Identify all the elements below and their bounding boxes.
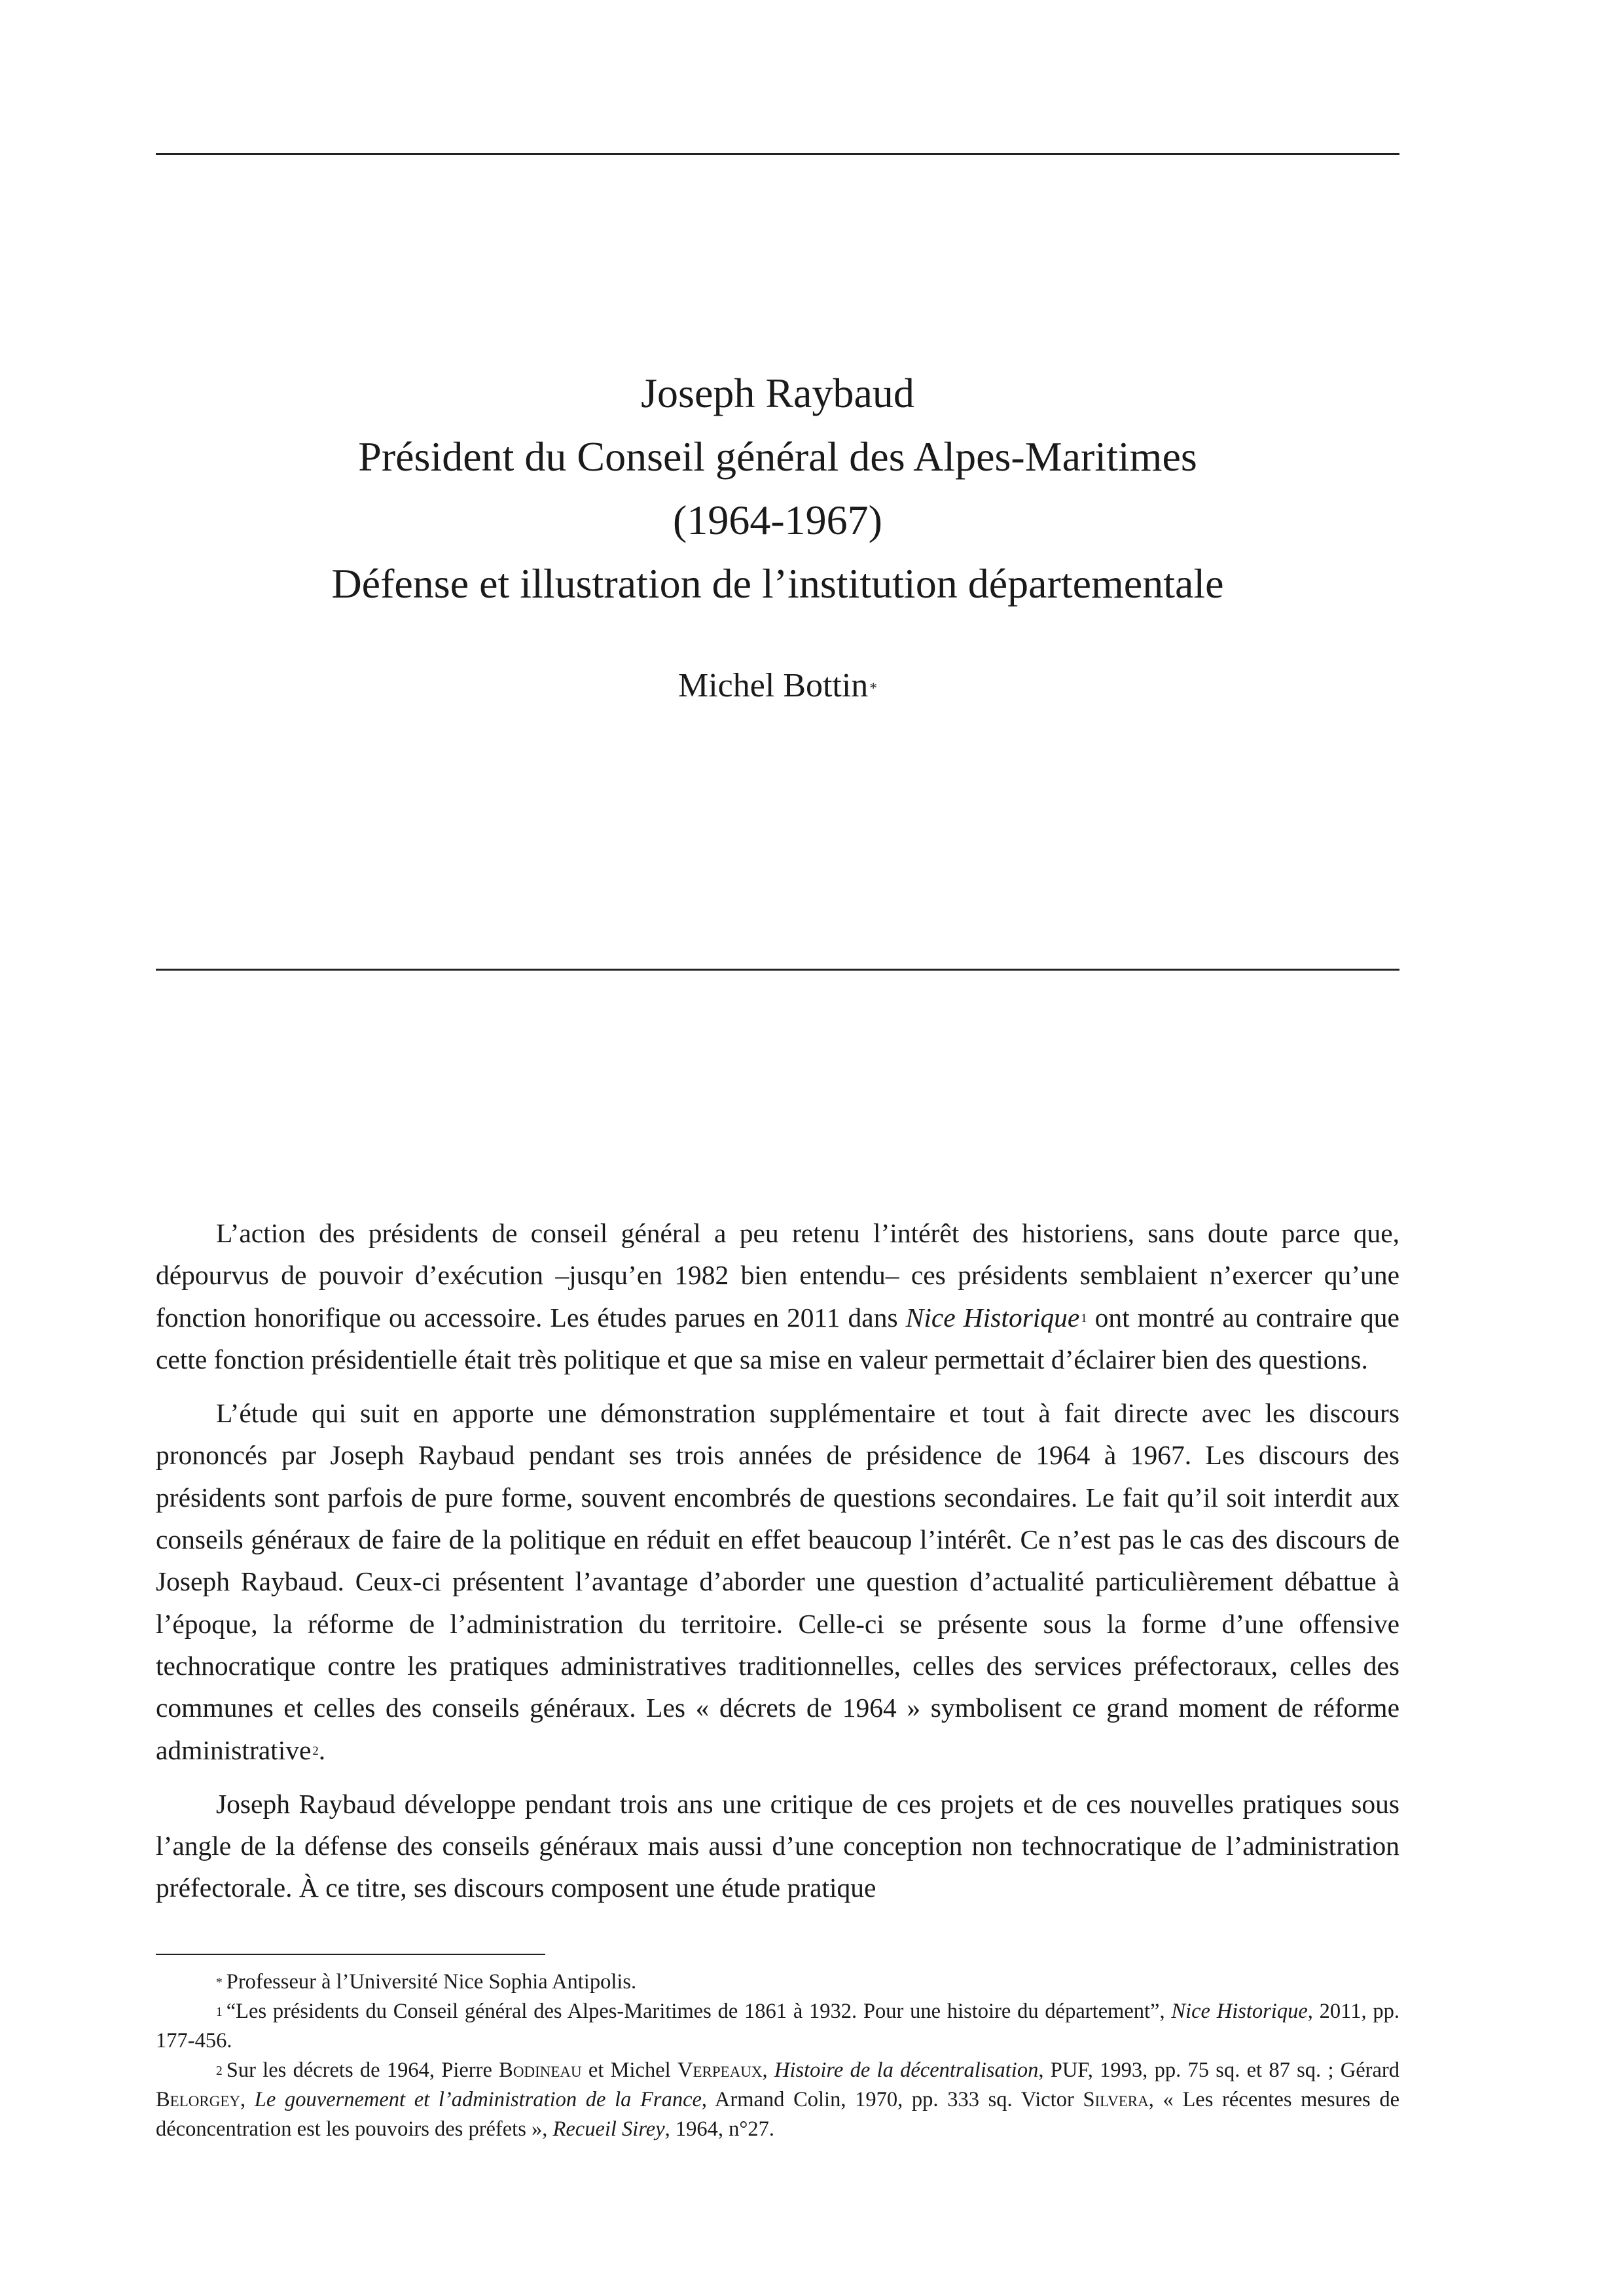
article-title bbox=[156, 361, 1399, 615]
paragraph-1-text-a: L’action des présidents de conseil général a peu retenu l’intérêt des historiens, sans doute parce que, dépourvus de pouvoir d’exécution –jusqu’en 1982 bien entendu– ces présidents semblaient n’exercer qu’une fonction honorifique ou accessoire. Les études parues en 2011 dans bbox=[156, 1218, 1399, 1333]
author-name: Michel Bottin bbox=[677, 667, 869, 704]
header-separator-rule bbox=[156, 969, 1399, 971]
footnote-ref-2[interactable]: 2 bbox=[312, 1744, 319, 1759]
footnote-star-mark: * bbox=[216, 1975, 223, 1990]
footnote-2-mark: 2 bbox=[216, 2064, 223, 2078]
footnote-2 bbox=[156, 2056, 1399, 2144]
footnote-2-part: , 1964, n°27. bbox=[664, 2117, 775, 2141]
title-line-2: Président du Conseil général des Alpes-Maritimes bbox=[358, 433, 1197, 480]
paragraph-1-text-b: ont montré au contraire que cette fonction présidentielle était très politique et que sa mise en valeur permettait d’éclairer bien des questions. bbox=[156, 1302, 1399, 1374]
author-surname: Verpeaux bbox=[677, 2058, 763, 2082]
author-surname: Belorgey bbox=[156, 2088, 240, 2111]
author-byline bbox=[156, 662, 1399, 709]
footnote-2-part: , bbox=[240, 2088, 255, 2111]
paragraph-2 bbox=[156, 1392, 1399, 1771]
top-rule bbox=[156, 153, 1399, 155]
title-line-4: Défense et illustration de l’institution départementale bbox=[331, 560, 1224, 607]
journal-title: Recueil Sirey bbox=[552, 2117, 665, 2141]
footnote-1 bbox=[156, 1997, 1399, 2056]
book-title: Le gouvernement et l’administration de la France bbox=[254, 2088, 702, 2111]
footnote-separator-rule bbox=[156, 1954, 545, 1955]
footnote-1-mark: 1 bbox=[216, 2005, 223, 2019]
paragraph-1 bbox=[156, 1212, 1399, 1380]
paragraph-1-journal-title: Nice Historique bbox=[905, 1302, 1080, 1333]
paragraph-3: Joseph Raybaud développe pendant trois ans une critique de ces projets et de ces nouvelles pratiques sous l’angle de la défense des conseils généraux mais aussi d’une conception non technocratique de l’administration préfectorale. À ce titre, ses discours composent une étude pratique bbox=[156, 1788, 1399, 1903]
footnote-2-part: et Michel bbox=[581, 2058, 677, 2082]
article-body bbox=[156, 1212, 1399, 1921]
footnotes bbox=[156, 1967, 1399, 2144]
footnote-star-text: Professeur à l’Université Nice Sophia Antipolis. bbox=[226, 1970, 637, 1994]
footnote-2-part: , bbox=[762, 2058, 774, 2082]
footnote-1-journal-title: Nice Historique bbox=[1171, 2000, 1308, 2023]
author-surname: Silvera bbox=[1083, 2088, 1149, 2111]
author-footnote-mark[interactable]: * bbox=[869, 679, 878, 697]
paragraph-2-text-a: L’étude qui suit en apporte une démonstration supplémentaire et tout à fait directe avec les discours prononcés par Joseph Raybaud pendant ses trois années de présidence de 1964 à 1967. Les discours des présidents sont parfois de pure forme, souvent encombrés de questions secondaires. Le fait qu’il soit interdit aux conseils généraux de faire de la politique en réduit en effet beaucoup l’intérêt. Ce n’est pas le cas des discours de Joseph Raybaud. Ceux-ci présentent l’avantage d’aborder une question d’actualité particulièrement débattue à l’époque, la réforme de l’administration du territoire. Celle-ci se présente sous la forme d’une offensive technocratique contre les pratiques administratives traditionnelles, celles des services préfectoraux, celles des communes et celles des conseils généraux. Les « décrets de 1964 » symbolisent ce grand moment de réforme administrative bbox=[156, 1398, 1399, 1765]
book-title: Histoire de la décentralisation bbox=[774, 2058, 1039, 2082]
footnote-2-part: , Armand Colin, 1970, pp. 333 sq. Victor bbox=[701, 2088, 1083, 2111]
footnote-1-text-a: “Les présidents du Conseil général des Alpes-Maritimes de 1861 à 1932. Pour une histoire du département”, bbox=[226, 2000, 1172, 2023]
title-line-3: (1964-1967) bbox=[673, 497, 882, 543]
title-line-1: Joseph Raybaud bbox=[641, 370, 914, 416]
footnote-ref-1[interactable]: 1 bbox=[1081, 1312, 1087, 1326]
footnote-2-part: , PUF, 1993, pp. 75 sq. et 87 sq. ; Gérard bbox=[1038, 2058, 1399, 2082]
footnote-star bbox=[156, 1967, 1399, 1997]
paragraph-2-text-b: . bbox=[318, 1734, 326, 1765]
footnote-2-part: , « Les récentes mesures de déconcentration est les pouvoirs des préfets », bbox=[156, 2088, 1400, 2141]
footnote-1-text-b: , 2011, pp. 177-456. bbox=[156, 2000, 1399, 2053]
footnote-2-part: Sur les décrets de 1964, Pierre bbox=[226, 2058, 499, 2082]
author-surname: Bodineau bbox=[499, 2058, 582, 2082]
